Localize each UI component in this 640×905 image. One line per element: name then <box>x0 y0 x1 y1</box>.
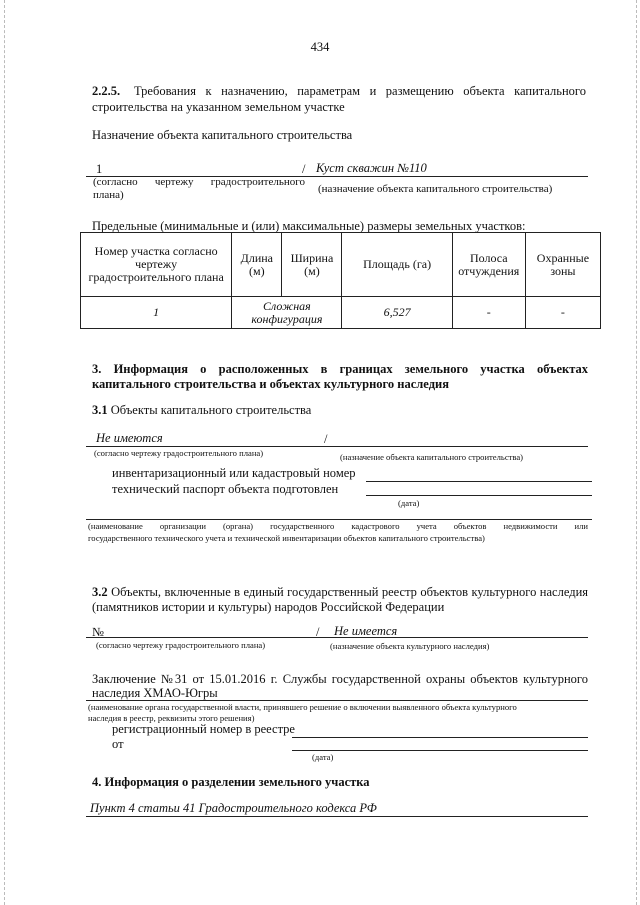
objects-underline <box>86 446 588 447</box>
section-3-2-line2: (памятников истории и культуры) народов Российской Федерации <box>92 600 445 614</box>
passport-label: технический паспорт объекта подготовлен <box>112 482 339 496</box>
header-strip: Полоса отчуждения <box>452 233 525 297</box>
slash-separator: / <box>302 162 306 176</box>
division-underline <box>86 816 588 817</box>
cell-area: 6,527 <box>342 297 452 329</box>
slash-separator-3: / <box>316 625 320 639</box>
header-zones: Охранные зоны <box>525 233 600 297</box>
slash-separator-2: / <box>324 432 328 446</box>
header-area: Площадь (га) <box>342 233 452 297</box>
section-2-2-5-title-line1: Требования к назначению, параметрам и размещению объекта капитального <box>134 84 586 98</box>
none-value: Не имеются <box>96 431 163 445</box>
scan-left-border <box>4 0 5 905</box>
cell-dimensions: Сложная конфигурация <box>232 297 342 329</box>
section-3-title-line2: капитального строительства и объектах культурного наследия <box>92 377 449 391</box>
section-2-2-5-number: 2.2.5. <box>92 84 121 98</box>
caption-authority-line2: наследия в реестр, реквизиты этого решения) <box>88 713 255 723</box>
page-number: 434 <box>310 40 330 54</box>
caption-object-purpose-2: (назначение объекта капитального строительства) <box>340 452 524 462</box>
none-value-2: Не имеется <box>334 624 398 638</box>
inventory-number-label: инвентаризационный или кадастровый номер <box>112 466 356 480</box>
header-width: Ширина (м) <box>282 233 342 297</box>
number-label: № <box>92 625 104 639</box>
registry-number-line <box>292 737 588 738</box>
plot-dimensions-table <box>80 232 601 329</box>
caption-plan-line1: (согласно чертежу градостроительного <box>93 176 305 188</box>
header-length: Длина (м) <box>232 233 282 297</box>
caption-object-purpose: (назначение объекта капитального строительства) <box>318 183 553 195</box>
heritage-underline <box>86 637 588 638</box>
cell-zones: - <box>525 297 600 329</box>
section-3-title-line1: 3. Информация о расположенных в границах земельного участка объектах <box>92 362 588 376</box>
object-purpose-value: Куст скважин №110 <box>316 161 427 175</box>
cell-strip: - <box>452 297 525 329</box>
caption-plan-3: (согласно чертежу градостроительного плана) <box>96 640 266 650</box>
caption-date-2: (дата) <box>312 752 334 762</box>
caption-plan-2: (согласно чертежу градостроительного плана) <box>94 448 264 458</box>
from-label: от <box>112 737 124 751</box>
section-3-1-title: 3.1 Объекты капитального строительства <box>92 403 312 417</box>
caption-authority-line1: (наименование органа государственной власти, принявшего решение о включении выявленного объекта культурного <box>88 702 517 712</box>
caption-heritage-purpose: (назначение объекта культурного наследия) <box>330 641 490 651</box>
purpose-label: Назначение объекта капитального строительства <box>92 128 353 142</box>
division-basis-value: Пункт 4 статьи 41 Градостроительного кодекса РФ <box>90 801 377 815</box>
registry-number-label: регистрационный номер в реестре <box>112 722 295 736</box>
cell-plot-number: 1 <box>81 297 232 329</box>
passport-date-line <box>366 495 592 496</box>
inventory-number-line <box>366 481 592 482</box>
table-header-row <box>81 233 601 297</box>
caption-org-line2: государственного технического учета и технической инвентаризации объектов капитального строительства) <box>88 533 485 543</box>
caption-date: (дата) <box>398 498 420 508</box>
section-2-2-5-title-line2: строительства на указанном земельном участке <box>92 100 345 114</box>
caption-org-line1: (наименование организации (органа) государственного кадастрового учета объектов недвижимости или <box>88 521 588 531</box>
header-plot-number: Номер участка согласно чертежу градостроительного плана <box>81 233 232 297</box>
section-3-2-line1: 3.2 Объекты, включенные в единый государственный реестр объектов культурного наследия <box>92 585 589 599</box>
plan-number-value: 1 <box>96 162 103 176</box>
table-row <box>81 297 601 329</box>
registry-date-line <box>292 750 588 751</box>
conclusion-underline <box>86 700 588 701</box>
section-4-title: 4. Информация о разделении земельного участка <box>92 775 370 789</box>
org-underline <box>86 519 592 520</box>
conclusion-line1: Заключение №31 от 15.01.2016 г. Службы государственной охраны объектов культурного <box>92 672 588 686</box>
limits-label: Предельные (минимальные и (или) максимальные) размеры земельных участков: <box>92 219 526 233</box>
conclusion-line2: наследия ХМАО-Югры <box>92 686 218 700</box>
caption-plan-line2: плана) <box>93 189 124 201</box>
scan-right-border <box>636 0 637 905</box>
